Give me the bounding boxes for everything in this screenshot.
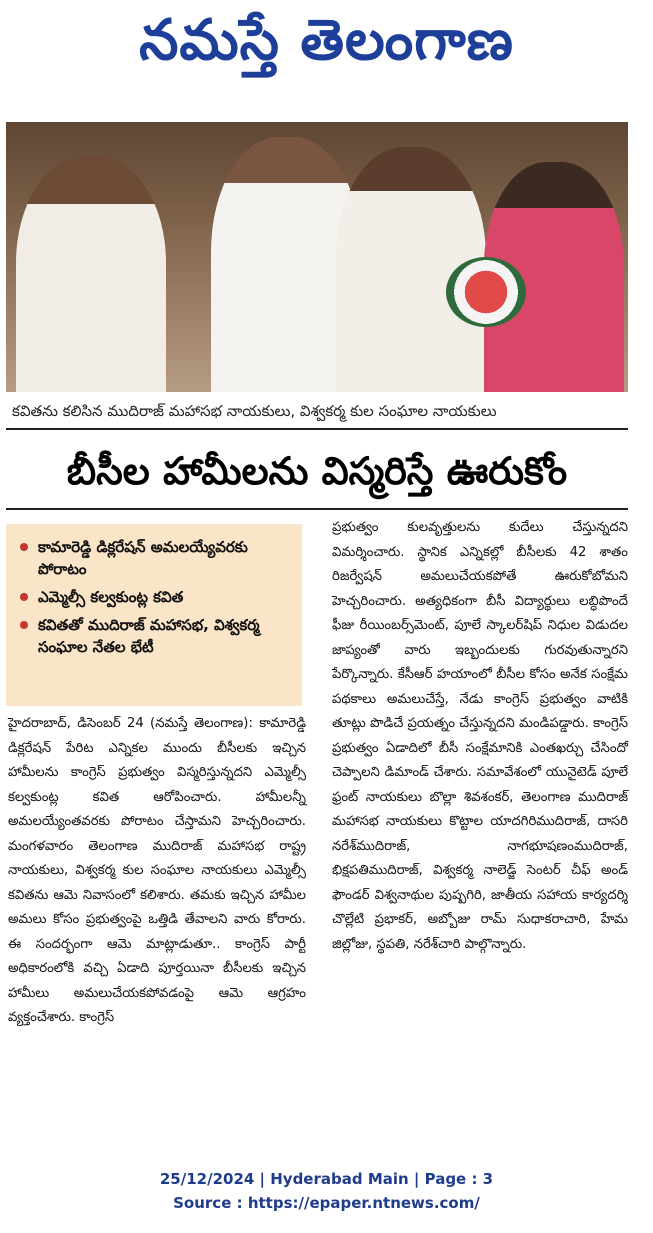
article-headline: బీసీల హామీలను విస్మరిస్తే ఊరుకోం xyxy=(66,449,568,493)
highlight-item: కామారెడ్డి డిక్లరేషన్ అమలయ్యేవరకు పోరాటం xyxy=(20,536,294,580)
newspaper-title: నమస్తే తెలంగాణ xyxy=(139,8,514,73)
footer-info: 25/12/2024 | Hyderabad Main | Page : 3 xyxy=(159,1170,494,1188)
masthead xyxy=(0,0,653,118)
article-body-left: హైదరాబాద్, డిసెంబర్ 24 (నమస్తే తెలంగాణ): కామారెడ్డి డిక్లరేషన్ పేరిట ఎన్నికల ముందు బీసీలకు ఇచ్చిన హామీలను కాంగ్రెస్ ప్రభుత్వం విస్మరిస్తున్నదని ఎమ్మెల్సీ కల్వకుంట్ల కవిత ఆరోపించారు. హామీలన్నీ అమలయ్యేంతవరకు పోరాటం చేస్తామని హెచ్చరించారు. మంగళవారం తెలంగాణ ముదిరాజ్ మహాసభ రాష్ట్ర నాయకులు, విశ్వకర్మ కుల సంఘాల నాయకులు ఎమ్మెల్సీ కవితను ఆమె నివాసంలో కలిశారు. తమకు ఇచ్చిన హామీల అమలు కోసం ప్రభుత్వంపై ఒత్తిడి తేవాలని వారు కోరారు. ఈ సందర్భంగా ఆమె మాట్లాడుతూ.. కాంగ్రెస్ పార్టీ అధికారంలోకి వచ్చి ఏడాది పూర్తయినా బీసీలకు ఇచ్చిన హామీలు అమలుచేయకపోవడంపై ఆమె ఆగ్రహం వ్యక్తంచేశారు. కాంగ్రెస్ xyxy=(8,716,306,1025)
divider-rule xyxy=(6,428,628,430)
news-photo xyxy=(6,122,628,392)
article-column-right xyxy=(332,516,628,1156)
article-column-left xyxy=(8,712,306,1152)
photo-caption: కవితను కలిసిన ముదిరాజ్ మహాసభ నాయకులు, విశ్వకర్మ కుల సంఘాల నాయకులు xyxy=(12,402,497,420)
highlight-item: కవితతో ముదిరాజ్ మహాసభ, విశ్వకర్మ సంఘాల నేతల భేటీ xyxy=(20,614,294,658)
bouquet-image xyxy=(446,257,526,327)
person-1-figure xyxy=(16,157,166,392)
highlights-box xyxy=(6,524,302,706)
footer-source: Source : https://epaper.ntnews.com/ xyxy=(173,1194,480,1212)
article-body-right: ప్రభుత్వం కులవృత్తులను కుదేలు చేస్తున్నదని విమర్శించారు. స్థానిక ఎన్నికల్లో బీసీలకు 42 శాతం రిజర్వేషన్ అమలుచేయకపోతే ఊరుకోబోమని హెచ్చరించారు. అత్యధికంగా బీసీ విద్యార్థులు లబ్ధిపొందే ఫీజు రీయింబర్స్‌మెంట్, పూలే స్కాలర్‌షిప్ నిధుల విడుదల జాప్యంతో వారు ఇబ్బందులకు గురవుతున్నారని పేర్కొన్నారు. కేసీఆర్ హయాంలో బీసీల కోసం అనేక సంక్షేమ పథకాలు అమలుచేస్తే, నేడు కాంగ్రెస్ ప్రభుత్వం వాటికి తూట్లు పొడిచే ప్రయత్నం చేస్తున్నదని మండిపడ్డారు. కాంగ్రెస్ ప్రభుత్వం ఏడాదిలో బీసీ సంక్షేమానికి ఎంతఖర్చు చేసిందో చెప్పాలని డిమాండ్ చేశారు. సమావేశంలో యునైటెడ్ పూలే ఫ్రంట్ నాయకులు బొల్లా శివశంకర్, తెలంగాణ ముదిరాజ్ మహాసభ నాయకులు కొట్టాల యాదగిరిముదిరాజ్, దాసరి నరేశ్‌ముదిరాజ్, నాగభూషణంముదిరాజ్, భిక్షపతిముదిరాజ్, విశ్వకర్మ నాలెడ్జ్ సెంటర్ చీఫ్ అండ్ ఫౌండర్ విశ్వనాథుల పుష్పగిరి, జాతీయ సహాయ కార్యదర్శి చొల్లేటి ప్రభాకర్, అబ్బోజు రామ్ సుధాకరాచారి, హేమ జిల్లోజు, స్థపతి, నరేశ్‌చారి పాల్గొన్నారు. xyxy=(332,520,628,952)
divider-rule xyxy=(6,508,628,510)
highlight-item: ఎమ్మెల్సీ కల్వకుంట్ల కవిత xyxy=(20,586,294,608)
